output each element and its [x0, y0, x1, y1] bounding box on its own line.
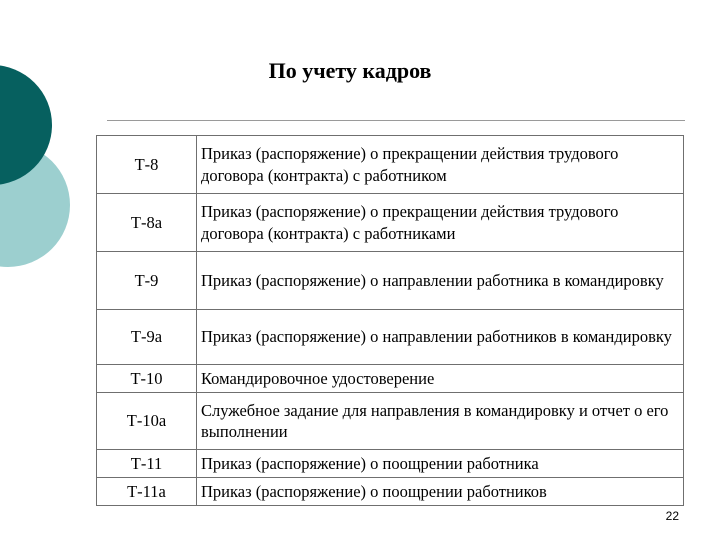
- form-code: Т-8: [97, 136, 197, 194]
- title-divider: [107, 120, 685, 121]
- table-row: [97, 136, 684, 194]
- form-code: Т-8а: [97, 194, 197, 252]
- form-description: Приказ (распоряжение) о направлении работника в командировку: [197, 252, 684, 310]
- slide-title: По учету кадров: [268, 58, 432, 83]
- table-row: [97, 478, 684, 506]
- table-row: [97, 450, 684, 478]
- form-description: Приказ (распоряжение) о поощрении работников: [197, 478, 684, 506]
- form-description: Приказ (распоряжение) о направлении работников в командировку: [197, 310, 684, 365]
- form-code: Т-10: [97, 365, 197, 393]
- form-code: Т-11: [97, 450, 197, 478]
- table-row: [97, 393, 684, 450]
- form-description: Приказ (распоряжение) о поощрении работника: [197, 450, 684, 478]
- form-code: Т-9а: [97, 310, 197, 365]
- form-code: Т-9: [97, 252, 197, 310]
- forms-table: [96, 135, 684, 506]
- form-description: Приказ (распоряжение) о прекращении действия трудового договора (контракта) с работниками: [197, 194, 684, 252]
- form-description: Приказ (распоряжение) о прекращении действия трудового договора (контракта) с работником: [197, 136, 684, 194]
- form-code: Т-11а: [97, 478, 197, 506]
- form-code: Т-10а: [97, 393, 197, 450]
- slide-number: 22: [665, 509, 679, 523]
- table-row: [97, 252, 684, 310]
- table-row: [97, 194, 684, 252]
- form-description: Командировочное удостоверение: [197, 365, 684, 393]
- form-description: Служебное задание для направления в командировку и отчет о его выполнении: [197, 393, 684, 450]
- decorative-circles: [0, 0, 80, 300]
- table-row: [97, 310, 684, 365]
- table-row: [97, 365, 684, 393]
